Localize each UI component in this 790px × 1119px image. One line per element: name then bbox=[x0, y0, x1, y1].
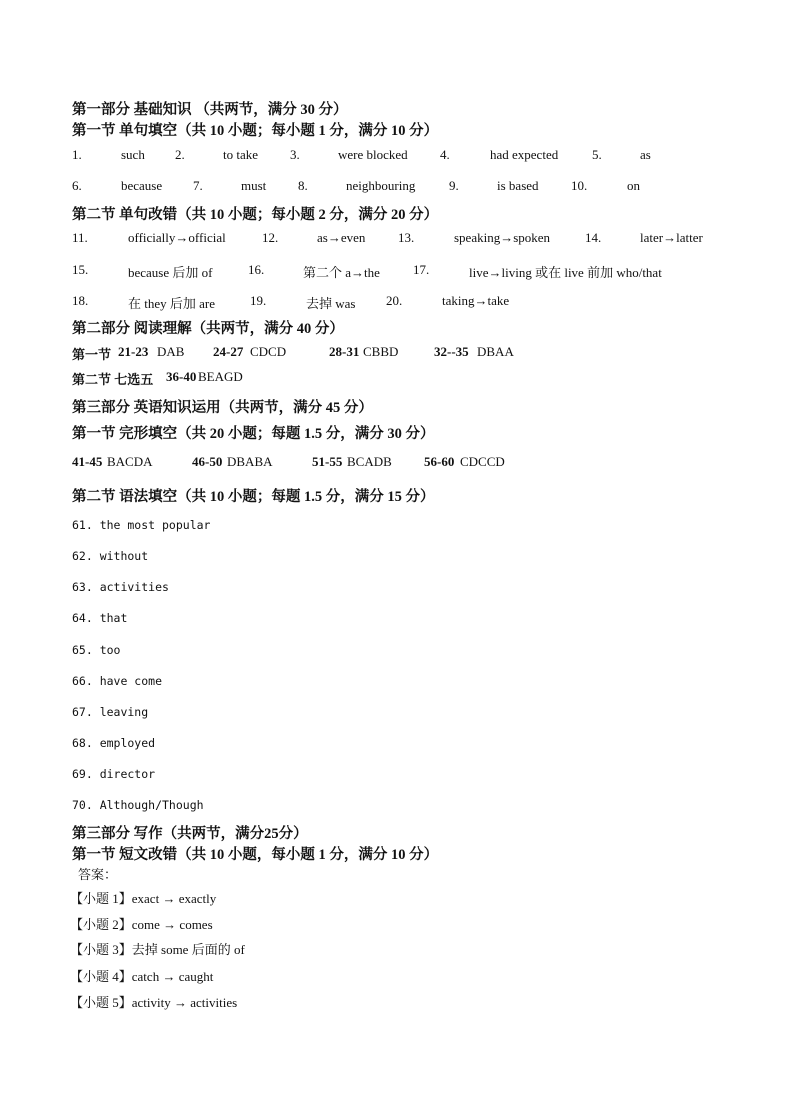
reading-range-1: 21-23 bbox=[118, 344, 149, 359]
part3-sec2-title: 第二节 语法填空（共 10 小题；每题 1.5 分，满分 15 分） bbox=[72, 489, 435, 505]
writing-title: 第三部分 写作（共两节，满分25分） bbox=[72, 826, 308, 842]
reading-sec2-answers: BEAGD bbox=[198, 369, 243, 384]
q20-number: 20. bbox=[386, 293, 403, 308]
q1-answer: such bbox=[121, 147, 145, 162]
q11-answer: officially→official bbox=[128, 230, 226, 245]
correction-tag: 【小题 4】 bbox=[70, 969, 132, 984]
q12-number: 12. bbox=[262, 230, 279, 245]
correction-tag: 【小题 3】 bbox=[70, 942, 132, 957]
q14-number: 14. bbox=[585, 230, 602, 245]
q20-answer: taking→take bbox=[442, 293, 510, 308]
reading-answers-4: DBAA bbox=[477, 344, 514, 359]
cloze-range-2: 46-50 bbox=[192, 454, 223, 469]
correction-tag: 【小题 1】 bbox=[70, 891, 132, 906]
grammar-item: 64. that bbox=[72, 611, 128, 625]
correction-item bbox=[70, 992, 237, 1011]
q3-number: 3. bbox=[290, 147, 300, 162]
q9-number: 9. bbox=[449, 178, 459, 193]
q13-number: 13. bbox=[398, 230, 415, 245]
q19-answer: 去掉 was bbox=[306, 296, 356, 311]
q10-number: 10. bbox=[571, 178, 588, 193]
q9-answer: is based bbox=[497, 178, 539, 193]
q1-number: 1. bbox=[72, 147, 82, 162]
reading-range-3: 28-31 bbox=[329, 344, 360, 359]
q18-number: 18. bbox=[72, 293, 89, 308]
correction-text: come → comes bbox=[131, 917, 213, 932]
q3-answer: were blocked bbox=[338, 147, 408, 162]
answer-label: 答案： bbox=[78, 867, 118, 882]
part3-sec1-title: 第一节 完形填空（共 20 小题；每题 1.5 分，满分 30 分） bbox=[72, 426, 435, 442]
grammar-item: 70. Although/Though bbox=[72, 798, 204, 812]
grammar-item: 69. director bbox=[72, 767, 156, 781]
q13-answer: speaking→spoken bbox=[454, 230, 551, 245]
part1-sec2-title: 第二节 单句改错（共 10 小题；每小题 2 分，满分 20 分） bbox=[72, 207, 439, 223]
q14-answer: later→latter bbox=[640, 230, 703, 245]
part1-sec1-title: 第一节 单句填空（共 10 小题；每小题 1 分，满分 10 分） bbox=[72, 123, 439, 139]
correction-text: 去掉 some 后面的 of bbox=[131, 942, 245, 957]
correction-text: exact → exactly bbox=[131, 891, 217, 906]
q6-number: 6. bbox=[72, 178, 82, 193]
cloze-answers-4: CDCCD bbox=[460, 454, 505, 469]
q18-answer: 在 they 后加 are bbox=[128, 296, 216, 311]
cloze-answers-2: DBABA bbox=[227, 454, 273, 469]
correction-tag: 【小题 2】 bbox=[70, 917, 132, 932]
q5-answer: as bbox=[640, 147, 651, 162]
q19-number: 19. bbox=[250, 293, 267, 308]
q2-answer: to take bbox=[223, 147, 259, 162]
correction-text: activity → activities bbox=[131, 995, 238, 1010]
reading-range-4: 32--35 bbox=[434, 344, 469, 359]
reading-answers-2: CDCD bbox=[250, 344, 287, 359]
q16-answer: 第二个 a→the bbox=[303, 265, 380, 280]
q6-answer: because bbox=[121, 178, 163, 193]
q5-number: 5. bbox=[592, 147, 602, 162]
correction-text: catch → caught bbox=[131, 969, 214, 984]
reading-answers-3: CBBD bbox=[363, 344, 399, 359]
cloze-answers-1: BACDA bbox=[107, 454, 153, 469]
grammar-item: 67. leaving bbox=[72, 705, 149, 719]
q12-answer: as→even bbox=[317, 230, 366, 245]
correction-item bbox=[70, 914, 213, 933]
q2-number: 2. bbox=[175, 147, 185, 162]
part2-title: 第二部分 阅读理解（共两节，满分 40 分） bbox=[72, 321, 344, 337]
q7-number: 7. bbox=[193, 178, 203, 193]
reading-range-2: 24-27 bbox=[213, 344, 244, 359]
q11-number: 11. bbox=[72, 230, 88, 245]
q17-number: 17. bbox=[413, 262, 430, 277]
q4-number: 4. bbox=[440, 147, 450, 162]
q8-answer: neighbouring bbox=[346, 178, 416, 193]
correction-item bbox=[70, 939, 245, 958]
correction-tag: 【小题 5】 bbox=[70, 995, 132, 1010]
q15-answer: because 后加 of bbox=[128, 265, 213, 280]
grammar-item: 66. have come bbox=[72, 674, 163, 688]
grammar-item: 68. employed bbox=[72, 736, 156, 750]
correction-item bbox=[70, 966, 213, 985]
correction-item bbox=[70, 888, 216, 907]
cloze-range-3: 51-55 bbox=[312, 454, 343, 469]
q8-number: 8. bbox=[298, 178, 308, 193]
reading-sec2-label: 第二节 七选五 bbox=[72, 372, 154, 387]
grammar-item: 65. too bbox=[72, 643, 121, 657]
cloze-range-1: 41-45 bbox=[72, 454, 103, 469]
q7-answer: must bbox=[241, 178, 267, 193]
cloze-answers-3: BCADB bbox=[347, 454, 392, 469]
reading-answers-1: DAB bbox=[157, 344, 185, 359]
cloze-range-4: 56-60 bbox=[424, 454, 455, 469]
reading-sec2-range: 36-40 bbox=[166, 369, 197, 384]
q10-answer: on bbox=[627, 178, 640, 193]
grammar-item: 61. the most popular bbox=[72, 518, 211, 532]
writing-sec1-title: 第一节 短文改错（共 10 小题，每小题 1 分，满分 10 分） bbox=[72, 847, 439, 863]
q16-number: 16. bbox=[248, 262, 265, 277]
q17-answer: live→living 或在 live 前加 who/that bbox=[469, 265, 662, 280]
q4-answer: had expected bbox=[490, 147, 559, 162]
reading-sec1-label: 第一节 bbox=[72, 347, 112, 362]
part1-title: 第一部分 基础知识 （共两节，满分 30 分） bbox=[72, 102, 348, 118]
part3-title: 第三部分 英语知识运用（共两节，满分 45 分） bbox=[72, 400, 373, 416]
grammar-item: 62. without bbox=[72, 549, 149, 563]
grammar-item: 63. activities bbox=[72, 580, 169, 594]
q15-number: 15. bbox=[72, 262, 89, 277]
